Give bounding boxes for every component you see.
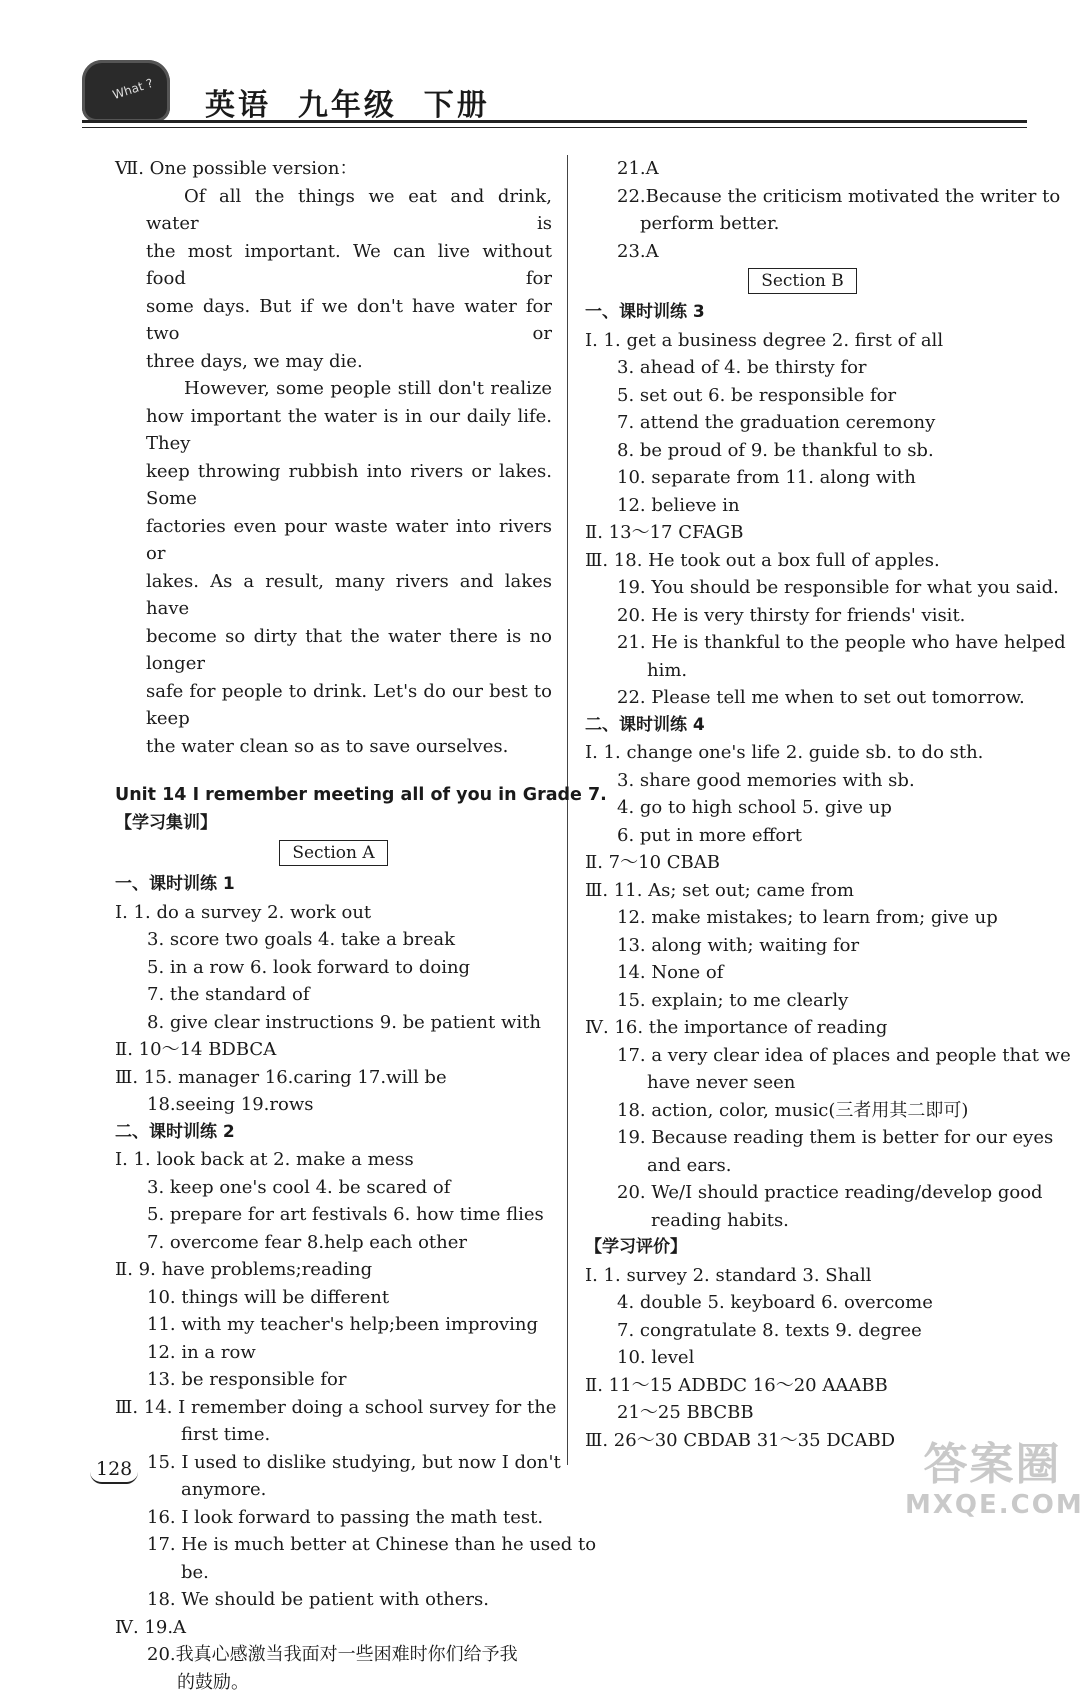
eval-label: 【学习评价】 [585,1234,1020,1262]
answer-line: 8. be proud of 9. be thankful to sb. [585,437,1020,465]
answer-line: 7. overcome fear 8.help each other [115,1229,552,1257]
watermark-line: MXQE.COM [905,1490,1080,1520]
answer-line: 18. action, color, music(三者用其二即可) [585,1097,1020,1125]
right-column [585,155,1020,1454]
essay-line: three days, we may die. [146,348,552,376]
answer-line: be. [115,1559,552,1587]
essay-line: However, some people still don't realize [146,375,552,403]
answer-line: 22.Because the criticism motivated the writer to [585,183,1020,211]
answer-line: Ⅱ. 11～15 ADBDC 16～20 AAABB [585,1372,1020,1400]
answer-line: and ears. [585,1152,1020,1180]
answer-line: anymore. [115,1476,552,1504]
answer-line: 16. I look forward to passing the math test. [115,1504,552,1532]
answer-line: 17. He is much better at Chinese than he used to [115,1531,552,1559]
unit-title: Unit 14 I remember meeting all of you in Grade 7. [115,782,552,810]
lesson-3-heading: 一、课时训练 3 [585,299,1020,327]
section-b-heading [585,265,1020,299]
answer-line: Ⅲ. 26～30 CBDAB 31～35 DCABD [585,1427,1020,1455]
answer-line: him. [585,657,1020,685]
answer-line: first time. [115,1421,552,1449]
essay-line: factories even pour waste water into rivers or [146,513,552,568]
answer-line: Ⅰ. 1. survey 2. standard 3. Shall [585,1262,1020,1290]
answer-line: 21. He is thankful to the people who have helped [585,629,1020,657]
answer-line: 3. score two goals 4. take a break [115,926,552,954]
essay-line: some days. But if we don't have water for two or [146,293,552,348]
answer-line: 13. be responsible for [115,1366,552,1394]
answer-line: 18. We should be patient with others. [115,1586,552,1614]
answer-line: 10. things will be different [115,1284,552,1312]
page-header [0,0,1086,150]
essay [115,183,552,761]
answer-line: 7. congratulate 8. texts 9. degree [585,1317,1020,1345]
answer-line: 15. I used to dislike studying, but now I don't [115,1449,552,1477]
essay-line: safe for people to drink. Let's do our best to keep [146,678,552,733]
answer-line: 5. set out 6. be responsible for [585,382,1020,410]
answer-line: 的鼓励。 [115,1669,552,1696]
section-a-heading [115,837,552,871]
answer-line: Ⅰ. 1. look back at 2. make a mess [115,1146,552,1174]
answer-line: 3. ahead of 4. be thirsty for [585,354,1020,382]
answer-line: Ⅲ. 15. manager 16.caring 17.will be [115,1064,552,1092]
answer-line: 20. We/I should practice reading/develop good [585,1179,1020,1207]
answer-line: Ⅲ. 18. He took out a box full of apples. [585,547,1020,575]
answer-line: 10. level [585,1344,1020,1372]
answer-line: 19. Because reading them is better for our eyes [585,1124,1020,1152]
essay-line: Of all the things we eat and drink, water is [146,183,552,238]
answer-line: 23.A [585,238,1020,266]
answer-line: 10. separate from 11. along with [585,464,1020,492]
watermark [905,1440,1080,1530]
answer-line: 3. share good memories with sb. [585,767,1020,795]
left-column [115,155,552,1696]
answer-line: 21～25 BBCBB [585,1399,1020,1427]
answer-line: 13. along with; waiting for [585,932,1020,960]
answer-line: 22. Please tell me when to set out tomorrow. [585,684,1020,712]
essay-line: the water clean so as to save ourselves. [146,733,552,761]
answer-line: Ⅲ. 14. I remember doing a school survey for the [115,1394,552,1422]
answer-line: Ⅰ. 1. do a survey 2. work out [115,899,552,927]
lesson-1-heading: 一、课时训练 1 [115,871,552,899]
answer-line: 14. None of [585,959,1020,987]
answer-line: 19. You should be responsible for what you said. [585,574,1020,602]
answer-line: Ⅳ. 19.A [115,1614,552,1642]
watermark-line: 答案圈 [905,1440,1080,1490]
essay-line: the most important. We can live without food for [146,238,552,293]
answer-line: 21.A [585,155,1020,183]
logo-text: What ? [111,76,155,102]
answer-line: Ⅱ. 13～17 CFAGB [585,519,1020,547]
essay-line: lakes. As a result, many rivers and lakes have [146,568,552,623]
answer-line: 5. in a row 6. look forward to doing [115,954,552,982]
section-b-label: Section B [748,268,857,294]
answer-line: perform better. [585,210,1020,238]
answer-line: 12. make mistakes; to learn from; give up [585,904,1020,932]
answer-line: 8. give clear instructions 9. be patient with [115,1009,552,1037]
study-label: 【学习集训】 [115,810,552,838]
header-rule-thin [82,127,1027,128]
answer-line: Ⅰ. 1. get a business degree 2. first of all [585,327,1020,355]
answer-line: Ⅲ. 11. As; set out; came from [585,877,1020,905]
section-a-label: Section A [279,840,387,866]
header-rule [82,120,1027,123]
answer-line: Ⅱ. 7～10 CBAB [585,849,1020,877]
book-title: 英语 九年级 下册 [205,80,490,124]
answer-line: have never seen [585,1069,1020,1097]
answer-line: Ⅱ. 10～14 BDBCA [115,1036,552,1064]
answer-line: 11. with my teacher's help;been improving [115,1311,552,1339]
answer-line: 20.我真心感激当我面对一些困难时你们给予我 [115,1641,552,1669]
answer-line: Ⅳ. 16. the importance of reading [585,1014,1020,1042]
answer-line: 7. the standard of [115,981,552,1009]
answer-line: 5. prepare for art festivals 6. how time flies [115,1201,552,1229]
essay-label: Ⅶ. One possible version： [115,155,552,183]
essay-line: keep throwing rubbish into rivers or lakes. Some [146,458,552,513]
answer-line: 6. put in more effort [585,822,1020,850]
column-divider [567,155,568,1465]
page-number: 128 [90,1458,138,1484]
answer-line: 12. in a row [115,1339,552,1367]
answer-line: 4. go to high school 5. give up [585,794,1020,822]
answer-line: Ⅱ. 9. have problems;reading [115,1256,552,1284]
answer-line: 18.seeing 19.rows [115,1091,552,1119]
lesson-2-heading: 二、课时训练 2 [115,1119,552,1147]
answer-line: 12. believe in [585,492,1020,520]
answer-line: 15. explain; to me clearly [585,987,1020,1015]
essay-line: how important the water is in our daily life. They [146,403,552,458]
lesson-4-heading: 二、课时训练 4 [585,712,1020,740]
answer-line: Ⅰ. 1. change one's life 2. guide sb. to do sth. [585,739,1020,767]
answer-line: 17. a very clear idea of places and people that we [585,1042,1020,1070]
answer-line: 3. keep one's cool 4. be scared of [115,1174,552,1202]
answer-line: 4. double 5. keyboard 6. overcome [585,1289,1020,1317]
answer-line: 7. attend the graduation ceremony [585,409,1020,437]
answer-line: 20. He is very thirsty for friends' visit. [585,602,1020,630]
essay-line: become so dirty that the water there is no longer [146,623,552,678]
answer-line: reading habits. [585,1207,1020,1235]
